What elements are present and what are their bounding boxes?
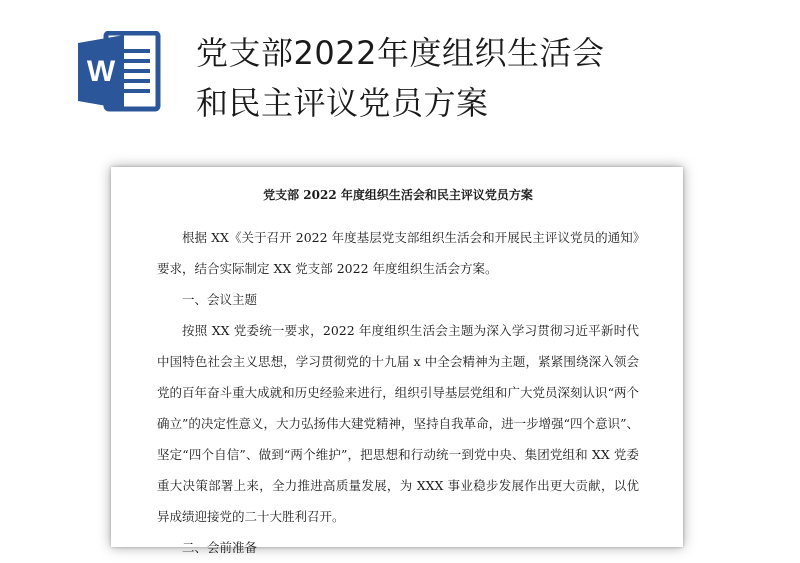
document-page xyxy=(111,167,683,555)
header xyxy=(0,0,800,150)
page-content xyxy=(157,185,639,563)
section-heading-2: 二、会前准备 xyxy=(182,540,258,555)
paragraph-theme: 按照 XX 党委统一要求，2022 年度组织生活会主题为深入学习贯彻习近平新时代中国特色社会主义思想，学习贯彻党的十九届 x 中全会精神为主题，紧紧围绕深入领会党的百年奋斗重大成就和历史经验来进行，组织引导基层党组和广大党员深刻认识“两个确立”的决定性意义，大力弘扬伟大建党精神，坚持自我革命，进一步增强“四个意识”、坚定“四个自信”、做到“两个维护”，把思想和行动统一到党中央、集团党组和 XX 党委重大决策部署上来，全力推进高质量发展，为 XXX 事业稳步发展作出更大贡献，以优异成绩迎接党的二十大胜利召开。 xyxy=(157,323,639,524)
section-heading-1: 一、会议主题 xyxy=(182,292,258,307)
document-title: 党支部2022年度组织生活会 和民主评议党员方案 xyxy=(196,34,605,122)
paragraph-intro: 根据 XX《关于召开 2022 年度基层党支部组织生活会和开展民主评议党员的通知》要求，结合实际制定 XX 党支部 2022 年度组织生活会方案。 xyxy=(157,230,639,276)
page-heading: 党支部 2022 年度组织生活会和民主评议党员方案 xyxy=(263,188,533,202)
word-document-icon xyxy=(76,31,162,113)
word-logo-letter: W xyxy=(86,55,116,88)
